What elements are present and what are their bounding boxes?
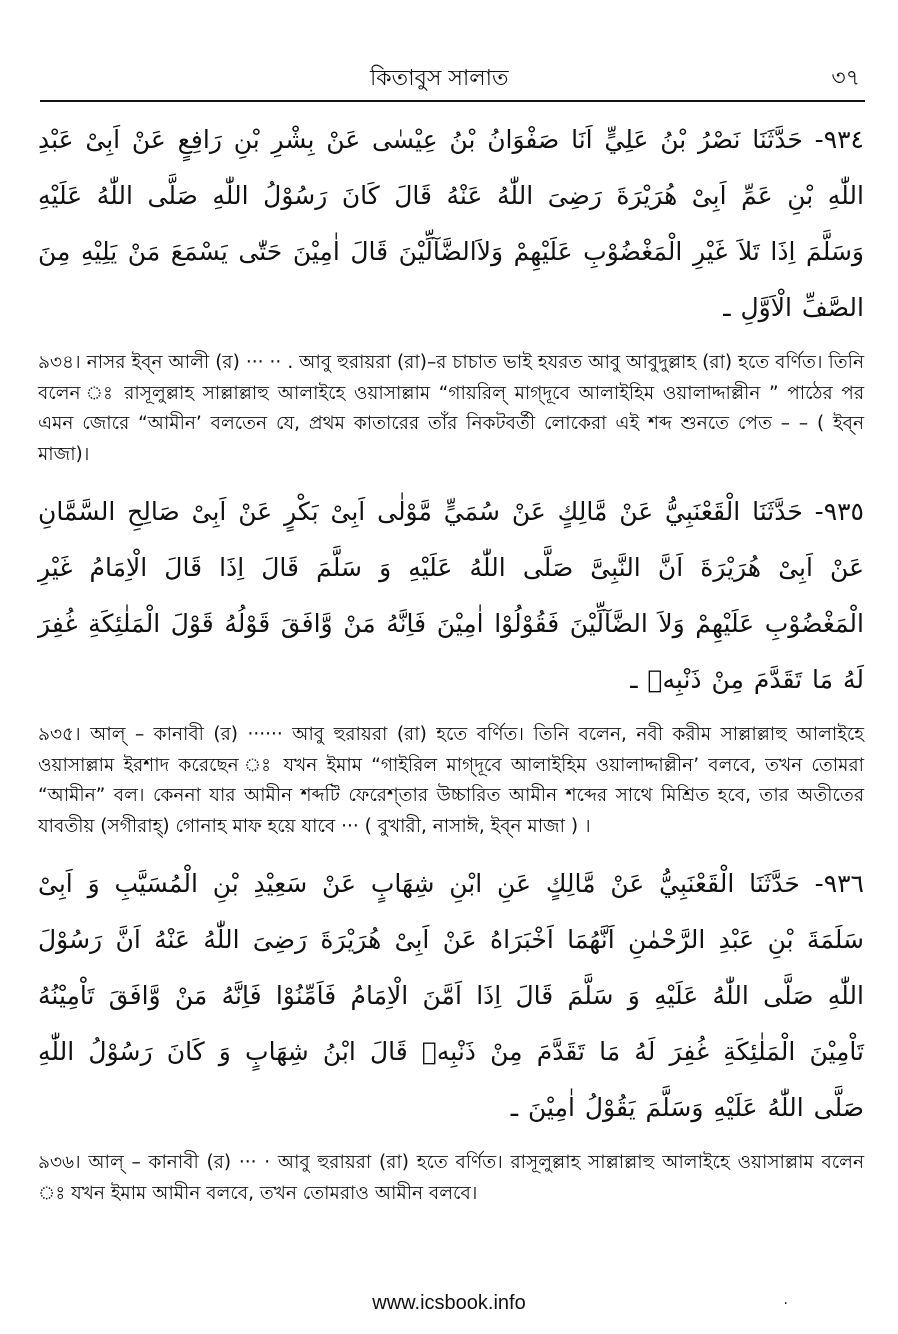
header-rule	[40, 100, 865, 102]
hadith-934-bengali: ৯৩৪। নাসর ইব্‌ন আলী (র) ··· ·· . আবু হুরায়রা (রা)–র চাচাত ভাই হযরত আবু আবুদুল্লাহ (রা) হতে বর্ণিত। তিনি বলেন ঃ রাসূলুল্লাহ সাল্লাল্লাহু আলাইহে ওয়াসাল্লাম “গায়রিল্‌ মাগ্‌দূবে আলাইহিম ওয়ালাদ্দাল্লীন ” পাঠের পর এমন জোরে “আমীন’ বলতেন যে, প্রথম কাতারের তাঁর নিকটবর্তী লোকেরা এই শব্দ শুনতে পেত – – ( ইব্‌ন মাজা)।	[38, 352, 864, 465]
page-content	[38, 112, 864, 1223]
hadith-936-bengali: ৯৩৬। আল্‌ – কানাবী (র) ··· · আবু হুরায়রা (রা) হতে বর্ণিত। রাসূলুল্লাহ সাল্লাল্লাহু আলাইহে ওয়াসাল্লাম বলেন ঃ যখন ইমাম আমীন বলবে, তখন তোমরাও আমীন বলবে।	[38, 1152, 864, 1204]
hadith-934-arabic: ٩٣٤- حَدَّثَنَا نَصْرُ بْنُ عَلِيٍّ اَنَا صَفْوَانُ بْنُ عِيْسٰى عَنْ بِشْرِ بْنِ رَافِعٍ عَنْ اَبِىْ عَبْدِ اللّٰهِ بْنِ عَمِّ اَبِىْ هُرَيْرَةَ رَضِىَ اللّٰهُ عَنْهُ قَالَ كَانَ رَسُوْلُ اللّٰهِ صَلَّى اللّٰهُ عَلَيْهِ وَسَلَّمَ اِذَا تَلاَ غَيْرِ الْمَغْضُوْبِ عَلَيْهِمْ وَلاَالضَّآلِّيْنَ قَالَ اٰمِيْنَ حَتّٰى يَسْمَعَ مَنْ يَلِيْهِ مِنَ الصَّفِّ الْاَوَّلِ ـ	[38, 125, 864, 322]
page-number: ৩৭	[831, 66, 860, 91]
footer-dot: ·	[783, 1296, 788, 1312]
hadith-935-arabic: ٩٣٥- حَدَّثَنَا الْقَعْنَبِيُّ عَنْ مَّالِكٍ عَنْ سُمَيٍّ مَّوْلٰى اَبِىْ بَكْرٍ عَنْ اَبِىْ صَالِحِ السَّمَّانِ عَنْ اَبِىْ هُرَيْرَةَ اَنَّ النَّبِىَّ صَلَّى اللّٰهُ عَلَيْهِ وَ سَلَّمَ قَالَ اِذَا قَالَ الْاِمَامُ غَيْرِ الْمَغْضُوْبِ عَلَيْهِمْ وَلاَ الضَّآلِّيْنَ فَقُوْلُوْا اٰمِيْنَ فَاِنَّهُ مَنْ وَّافَقَ قَوْلُهُ قَوْلَ الْمَلٰئِكَةِ غُفِرَ لَهُ مَا تَقَدَّمَ مِنْ ذَنْبِهٖ ـ	[38, 497, 864, 694]
chapter-title: কিতাবুস সালাত	[370, 66, 509, 91]
footer-website: www.icsbook.info	[372, 1292, 526, 1314]
hadith-936-arabic: ٩٣٦- حَدَّثَنَا الْقَعْنَبِيُّ عَنْ مَّالِكٍ عَنِ ابْنِ شِهَابٍ عَنْ سَعِيْدِ بْنِ الْمُسَيَّبِ وَ اَبِىْ سَلَمَةَ بْنِ عَبْدِ الرَّحْمٰنِ اَنَّهُمَا اَخْبَرَاهُ عَنْ اَبِىْ هُرَيْرَةَ رَضِىَ اللّٰهُ عَنْهُ اَنَّ رَسُوْلَ اللّٰهِ صَلَّى اللّٰهُ عَلَيْهِ وَ سَلَّمَ قَالَ اِذَا اَمَّنَ الْاِمَامُ فَاَمِّنُوْا فَاِنَّهُ مَنْ وَّافَقَ تَاْمِيْنُهُ تَاْمِيْنَ الْمَلٰئِكَةِ غُفِرَ لَهُ مَا تَقَدَّمَ مِنْ ذَنْبِهٖ قَالَ ابْنُ شِهَابٍ وَ كَانَ رَسُوْلُ اللّٰهِ صَلَّى اللّٰهُ عَلَيْهِ وَسَلَّمَ يَقُوْلُ اٰمِيْنَ ـ	[38, 869, 864, 1122]
page-header	[40, 62, 860, 102]
hadith-935-bengali: ৯৩৫। আল্‌ – কানাবী (র) ······ আবু হুরায়রা (রা) হতে বর্ণিত। তিনি বলেন, নবী করীম সাল্লাল্লাহু আলাইহে ওয়াসাল্লাম ইরশাদ করেছেন ঃ যখন ইমাম “গাইরিল মাগ্‌দূবে আলাইহিম ওয়ালাদ্দাল্লীন’ বলবে, তখন তোমরা “আমীন” বল। কেননা যার আমীন শব্দটি ফেরেশ্‌তার উচ্চারিত আমীন শব্দের সাথে মিশ্রিত হবে, তার অতীতের যাবতীয় (সগীরাহ্‌) গোনাহ মাফ হয়ে যাবে ··· ( বুখারী, নাসাঈ, ইব্‌ন মাজা ) ।	[38, 724, 864, 837]
